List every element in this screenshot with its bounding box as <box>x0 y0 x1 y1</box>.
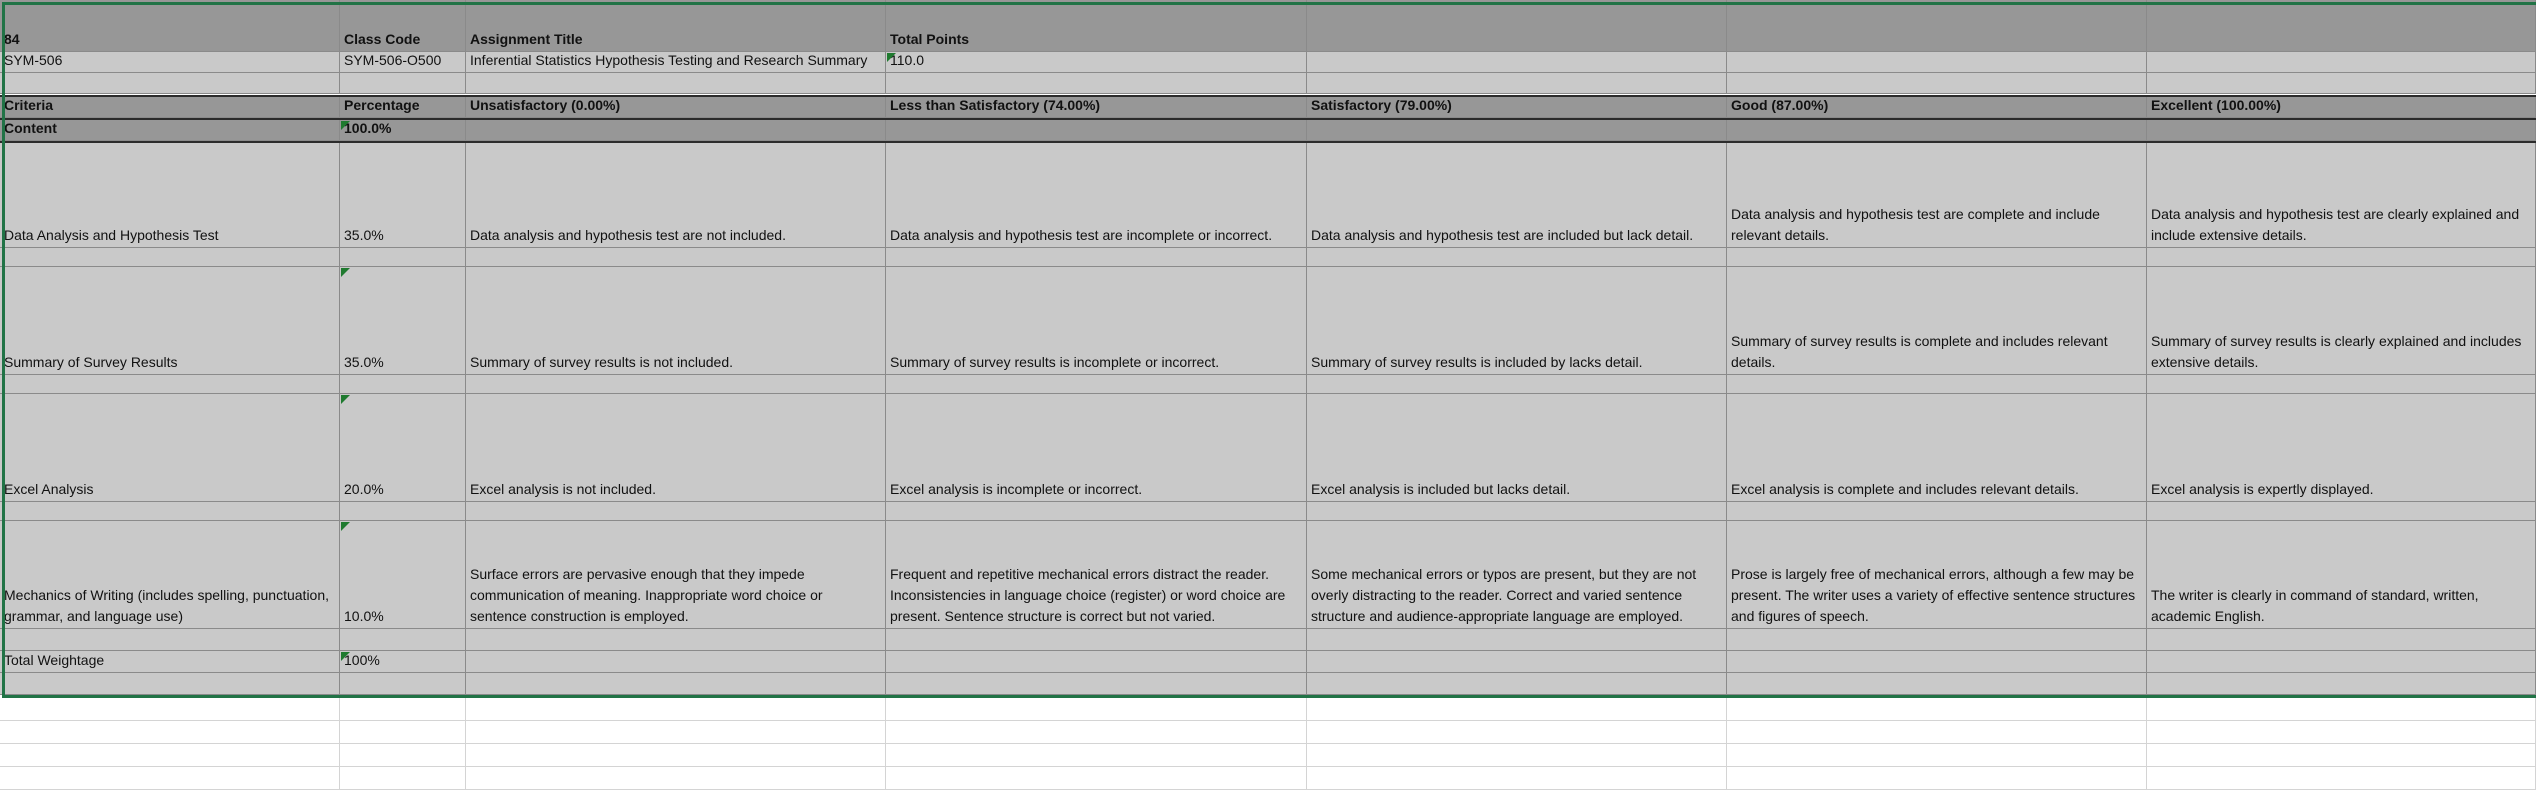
cell-empty[interactable] <box>1307 375 1727 394</box>
cell-empty[interactable] <box>0 767 340 790</box>
content-label: Content <box>4 120 57 136</box>
unsatisfactory-header: Unsatisfactory (0.00%) <box>470 97 621 113</box>
error-flag-icon <box>341 121 350 130</box>
cell-empty[interactable] <box>466 248 886 267</box>
cell-empty[interactable] <box>1727 721 2147 744</box>
cell-good[interactable] <box>1727 143 2147 248</box>
cell-empty[interactable] <box>0 375 340 394</box>
cell-empty[interactable] <box>1307 73 1727 94</box>
cell-empty[interactable] <box>1727 52 2147 73</box>
cell-empty[interactable] <box>466 673 886 695</box>
spacer-row <box>0 248 2536 267</box>
cell-empty[interactable] <box>1727 73 2147 94</box>
cell-excellent[interactable] <box>2147 521 2536 629</box>
criterion-percentage: 35.0% <box>344 227 384 243</box>
cell-satisfactory[interactable] <box>1307 267 1727 375</box>
cell-empty[interactable] <box>2147 248 2536 267</box>
spacer-row <box>0 73 2536 94</box>
cell-empty[interactable] <box>1307 744 1727 767</box>
cell-assignment-title-label[interactable] <box>466 0 886 52</box>
cell-empty[interactable] <box>2147 52 2536 73</box>
cell-empty[interactable] <box>1727 502 2147 521</box>
cell-unsatisfactory[interactable] <box>466 143 886 248</box>
cell-less-than-satisfactory[interactable] <box>886 394 1307 502</box>
cell-criteria-header[interactable] <box>0 97 340 118</box>
class-code-label: Class Code <box>344 31 421 47</box>
cell-empty[interactable] <box>0 721 340 744</box>
criterion-row <box>0 394 2536 502</box>
cell-empty[interactable] <box>1727 629 2147 651</box>
cell-empty[interactable] <box>886 120 1307 141</box>
criterion-name: Summary of Survey Results <box>4 354 178 370</box>
cell-empty[interactable] <box>2147 629 2536 651</box>
good-text: Data analysis and hypothesis test are complete and include relevant details. <box>1731 206 2100 243</box>
satisfactory-text: Some mechanical errors or typos are present, but they are not overly distracting to the reader. Correct and varied sentence structure and audience-appropriate language are employed. <box>1311 566 1697 624</box>
empty-row <box>0 698 2536 721</box>
cell-empty[interactable] <box>2147 651 2536 673</box>
criteria-header-row <box>0 97 2536 118</box>
good-text: Excel analysis is complete and includes relevant details. <box>1731 481 2079 497</box>
cell-empty[interactable] <box>886 375 1307 394</box>
cell-less-than-satisfactory-header[interactable] <box>886 97 1307 118</box>
criterion-percentage: 20.0% <box>344 481 384 497</box>
cell-empty[interactable] <box>0 698 340 721</box>
satisfactory-text: Summary of survey results is included by lacks detail. <box>1311 354 1643 370</box>
cell-excellent[interactable] <box>2147 143 2536 248</box>
cell-excellent-header[interactable] <box>2147 97 2536 118</box>
error-flag-icon <box>341 268 350 277</box>
spacer-row <box>0 673 2536 695</box>
cell-total-label[interactable] <box>0 651 340 673</box>
good-text: Prose is largely free of mechanical errors, although a few may be present. The writer uses a variety of effective sentence structures and figures of speech. <box>1731 566 2136 624</box>
header-row <box>0 0 2536 52</box>
criterion-row <box>0 267 2536 375</box>
cell-empty[interactable] <box>466 120 886 141</box>
course-value: SYM-506 <box>4 52 63 68</box>
cell-empty[interactable] <box>2147 744 2536 767</box>
satisfactory-text: Excel analysis is included but lacks detail. <box>1311 481 1571 497</box>
cell-criterion-percentage[interactable] <box>340 267 466 375</box>
cell-empty[interactable] <box>466 698 886 721</box>
cell-empty[interactable] <box>466 721 886 744</box>
excellent-text: Summary of survey results is clearly explained and includes extensive details. <box>2151 333 2522 370</box>
cell-empty[interactable] <box>340 698 466 721</box>
cell-good[interactable] <box>1727 267 2147 375</box>
cell-unsatisfactory[interactable] <box>466 521 886 629</box>
total-row <box>0 651 2536 673</box>
cell-less-than-satisfactory[interactable] <box>886 267 1307 375</box>
error-flag-icon <box>341 395 350 404</box>
content-row <box>0 120 2536 141</box>
less-than-satisfactory-text: Frequent and repetitive mechanical errors distract the reader. Inconsistencies in language choice (register) or word choice are present. Sentence structure is correct but not varied. <box>890 566 1286 624</box>
cell-empty[interactable] <box>1727 120 2147 141</box>
cell-excellent[interactable] <box>2147 394 2536 502</box>
id-value: 84 <box>4 31 20 47</box>
cell-criterion-percentage[interactable] <box>340 394 466 502</box>
cell-empty[interactable] <box>0 673 340 695</box>
cell-empty[interactable] <box>466 651 886 673</box>
cell-empty[interactable] <box>886 248 1307 267</box>
cell-empty[interactable] <box>340 248 466 267</box>
cell-empty[interactable] <box>1307 767 1727 790</box>
cell-empty[interactable] <box>340 502 466 521</box>
cell-satisfactory[interactable] <box>1307 521 1727 629</box>
criterion-name: Excel Analysis <box>4 481 94 497</box>
cell-empty[interactable] <box>1307 651 1727 673</box>
total-points-value: 110.0 <box>890 52 924 68</box>
content-percentage: 100.0% <box>344 120 392 136</box>
cell-empty[interactable] <box>886 744 1307 767</box>
empty-row <box>0 721 2536 744</box>
cell-empty[interactable] <box>886 629 1307 651</box>
cell-empty[interactable] <box>1307 721 1727 744</box>
cell-unsatisfactory[interactable] <box>466 394 886 502</box>
cell-criterion-name[interactable] <box>0 394 340 502</box>
cell-empty[interactable] <box>2147 721 2536 744</box>
cell-total-points-label[interactable] <box>886 0 1307 52</box>
cell-good-header[interactable] <box>1727 97 2147 118</box>
cell-empty[interactable] <box>1307 248 1727 267</box>
excellent-text: Data analysis and hypothesis test are clearly explained and include extensive details. <box>2151 206 2520 243</box>
cell-empty[interactable] <box>466 502 886 521</box>
cell-empty[interactable] <box>0 502 340 521</box>
cell-empty[interactable] <box>1727 375 2147 394</box>
cell-empty[interactable] <box>466 629 886 651</box>
cell-satisfactory-header[interactable] <box>1307 97 1727 118</box>
cell-empty[interactable] <box>2147 120 2536 141</box>
less-than-satisfactory-header: Less than Satisfactory (74.00%) <box>890 97 1101 113</box>
unsatisfactory-text: Summary of survey results is not included. <box>470 354 733 370</box>
cell-empty[interactable] <box>1727 651 2147 673</box>
cell-empty[interactable] <box>340 673 466 695</box>
total-percentage: 100% <box>344 652 380 668</box>
assignment-title-value: Inferential Statistics Hypothesis Testing and Research Summary <box>470 52 868 68</box>
cell-empty[interactable] <box>886 502 1307 521</box>
class-code-value: SYM-506-O500 <box>344 52 442 68</box>
cell-course[interactable] <box>0 52 340 73</box>
cell-satisfactory[interactable] <box>1307 394 1727 502</box>
criterion-row <box>0 143 2536 248</box>
less-than-satisfactory-text: Data analysis and hypothesis test are incomplete or incorrect. <box>890 227 1273 243</box>
cell-id[interactable] <box>0 0 340 52</box>
cell-empty[interactable] <box>0 248 340 267</box>
total-label: Total Weightage <box>4 652 105 668</box>
cell-good[interactable] <box>1727 394 2147 502</box>
cell-assignment-title[interactable] <box>466 52 886 73</box>
cell-empty[interactable] <box>2147 698 2536 721</box>
cell-empty[interactable] <box>2147 375 2536 394</box>
cell-empty[interactable] <box>2147 73 2536 94</box>
cell-empty[interactable] <box>1307 120 1727 141</box>
unsatisfactory-text: Data analysis and hypothesis test are not included. <box>470 227 786 243</box>
cell-empty[interactable] <box>0 73 340 94</box>
criterion-percentage: 35.0% <box>344 354 384 370</box>
cell-less-than-satisfactory[interactable] <box>886 143 1307 248</box>
cell-unsatisfactory[interactable] <box>466 267 886 375</box>
spacer-row <box>0 375 2536 394</box>
cell-empty[interactable] <box>340 721 466 744</box>
cell-empty[interactable] <box>1727 698 2147 721</box>
assignment-title-label: Assignment Title <box>470 31 583 47</box>
cell-empty[interactable] <box>340 744 466 767</box>
excellent-text: The writer is clearly in command of standard, written, academic English. <box>2151 587 2479 624</box>
error-flag-icon <box>341 652 350 661</box>
cell-empty[interactable] <box>466 744 886 767</box>
cell-empty[interactable] <box>0 744 340 767</box>
cell-empty[interactable] <box>466 767 886 790</box>
criterion-percentage: 10.0% <box>344 608 384 624</box>
total-points-label: Total Points <box>890 31 970 47</box>
cell-criterion-percentage[interactable] <box>340 143 466 248</box>
cell-unsatisfactory-header[interactable] <box>466 97 886 118</box>
excellent-text: Excel analysis is expertly displayed. <box>2151 481 2374 497</box>
cell-empty[interactable] <box>886 73 1307 94</box>
cell-empty[interactable] <box>1727 744 2147 767</box>
cell-empty[interactable] <box>1307 0 1727 52</box>
empty-row <box>0 767 2536 790</box>
cell-total-percentage[interactable] <box>340 651 466 673</box>
empty-row <box>0 744 2536 767</box>
cell-class-code[interactable] <box>340 52 466 73</box>
cell-empty[interactable] <box>466 73 886 94</box>
cell-criterion-percentage[interactable] <box>340 521 466 629</box>
info-row <box>0 52 2536 73</box>
cell-empty[interactable] <box>1307 673 1727 695</box>
percentage-header: Percentage <box>344 97 420 113</box>
cell-empty[interactable] <box>1307 698 1727 721</box>
cell-content-percentage[interactable] <box>340 120 466 141</box>
less-than-satisfactory-text: Summary of survey results is incomplete or incorrect. <box>890 354 1220 370</box>
cell-empty[interactable] <box>1307 52 1727 73</box>
cell-empty[interactable] <box>2147 673 2536 695</box>
less-than-satisfactory-text: Excel analysis is incomplete or incorrect. <box>890 481 1143 497</box>
cell-criterion-name[interactable] <box>0 143 340 248</box>
cell-empty[interactable] <box>340 767 466 790</box>
cell-empty[interactable] <box>886 673 1307 695</box>
cell-satisfactory[interactable] <box>1307 143 1727 248</box>
cell-excellent[interactable] <box>2147 267 2536 375</box>
satisfactory-text: Data analysis and hypothesis test are included but lack detail. <box>1311 227 1694 243</box>
cell-empty[interactable] <box>886 698 1307 721</box>
cell-empty[interactable] <box>340 629 466 651</box>
cell-good[interactable] <box>1727 521 2147 629</box>
cell-empty[interactable] <box>886 651 1307 673</box>
excellent-header: Excellent (100.00%) <box>2151 97 2281 113</box>
cell-empty[interactable] <box>2147 0 2536 52</box>
cell-empty[interactable] <box>886 767 1307 790</box>
cell-empty[interactable] <box>2147 502 2536 521</box>
cell-less-than-satisfactory[interactable] <box>886 521 1307 629</box>
criteria-header: Criteria <box>4 97 54 113</box>
criterion-row <box>0 521 2536 629</box>
unsatisfactory-text: Excel analysis is not included. <box>470 481 656 497</box>
cell-empty[interactable] <box>1727 767 2147 790</box>
cell-empty[interactable] <box>1727 0 2147 52</box>
spacer-row <box>0 502 2536 521</box>
cell-empty[interactable] <box>886 721 1307 744</box>
cell-empty[interactable] <box>1727 248 2147 267</box>
cell-empty[interactable] <box>0 629 340 651</box>
cell-total-points[interactable] <box>886 52 1307 73</box>
cell-criterion-name[interactable] <box>0 521 340 629</box>
cell-empty[interactable] <box>466 375 886 394</box>
error-flag-icon <box>887 53 896 62</box>
cell-content-label[interactable] <box>0 120 340 141</box>
satisfactory-header: Satisfactory (79.00%) <box>1311 97 1452 113</box>
cell-percentage-header[interactable] <box>340 97 466 118</box>
good-header: Good (87.00%) <box>1731 97 1829 113</box>
criterion-name: Data Analysis and Hypothesis Test <box>4 227 219 243</box>
cell-empty[interactable] <box>1307 629 1727 651</box>
good-text: Summary of survey results is complete and includes relevant details. <box>1731 333 2108 370</box>
cell-criterion-name[interactable] <box>0 267 340 375</box>
cell-class-code-label[interactable] <box>340 0 466 52</box>
error-flag-icon <box>341 522 350 531</box>
cell-empty[interactable] <box>340 73 466 94</box>
cell-empty[interactable] <box>340 375 466 394</box>
criterion-name: Mechanics of Writing (includes spelling, punctuation, grammar, and language use) <box>4 587 330 624</box>
cell-empty[interactable] <box>1727 673 2147 695</box>
spacer-row <box>0 629 2536 651</box>
unsatisfactory-text: Surface errors are pervasive enough that they impede communication of meaning. Inappropriate word choice or sentence construction is employed. <box>470 566 823 624</box>
cell-empty[interactable] <box>1307 502 1727 521</box>
cell-empty[interactable] <box>2147 767 2536 790</box>
